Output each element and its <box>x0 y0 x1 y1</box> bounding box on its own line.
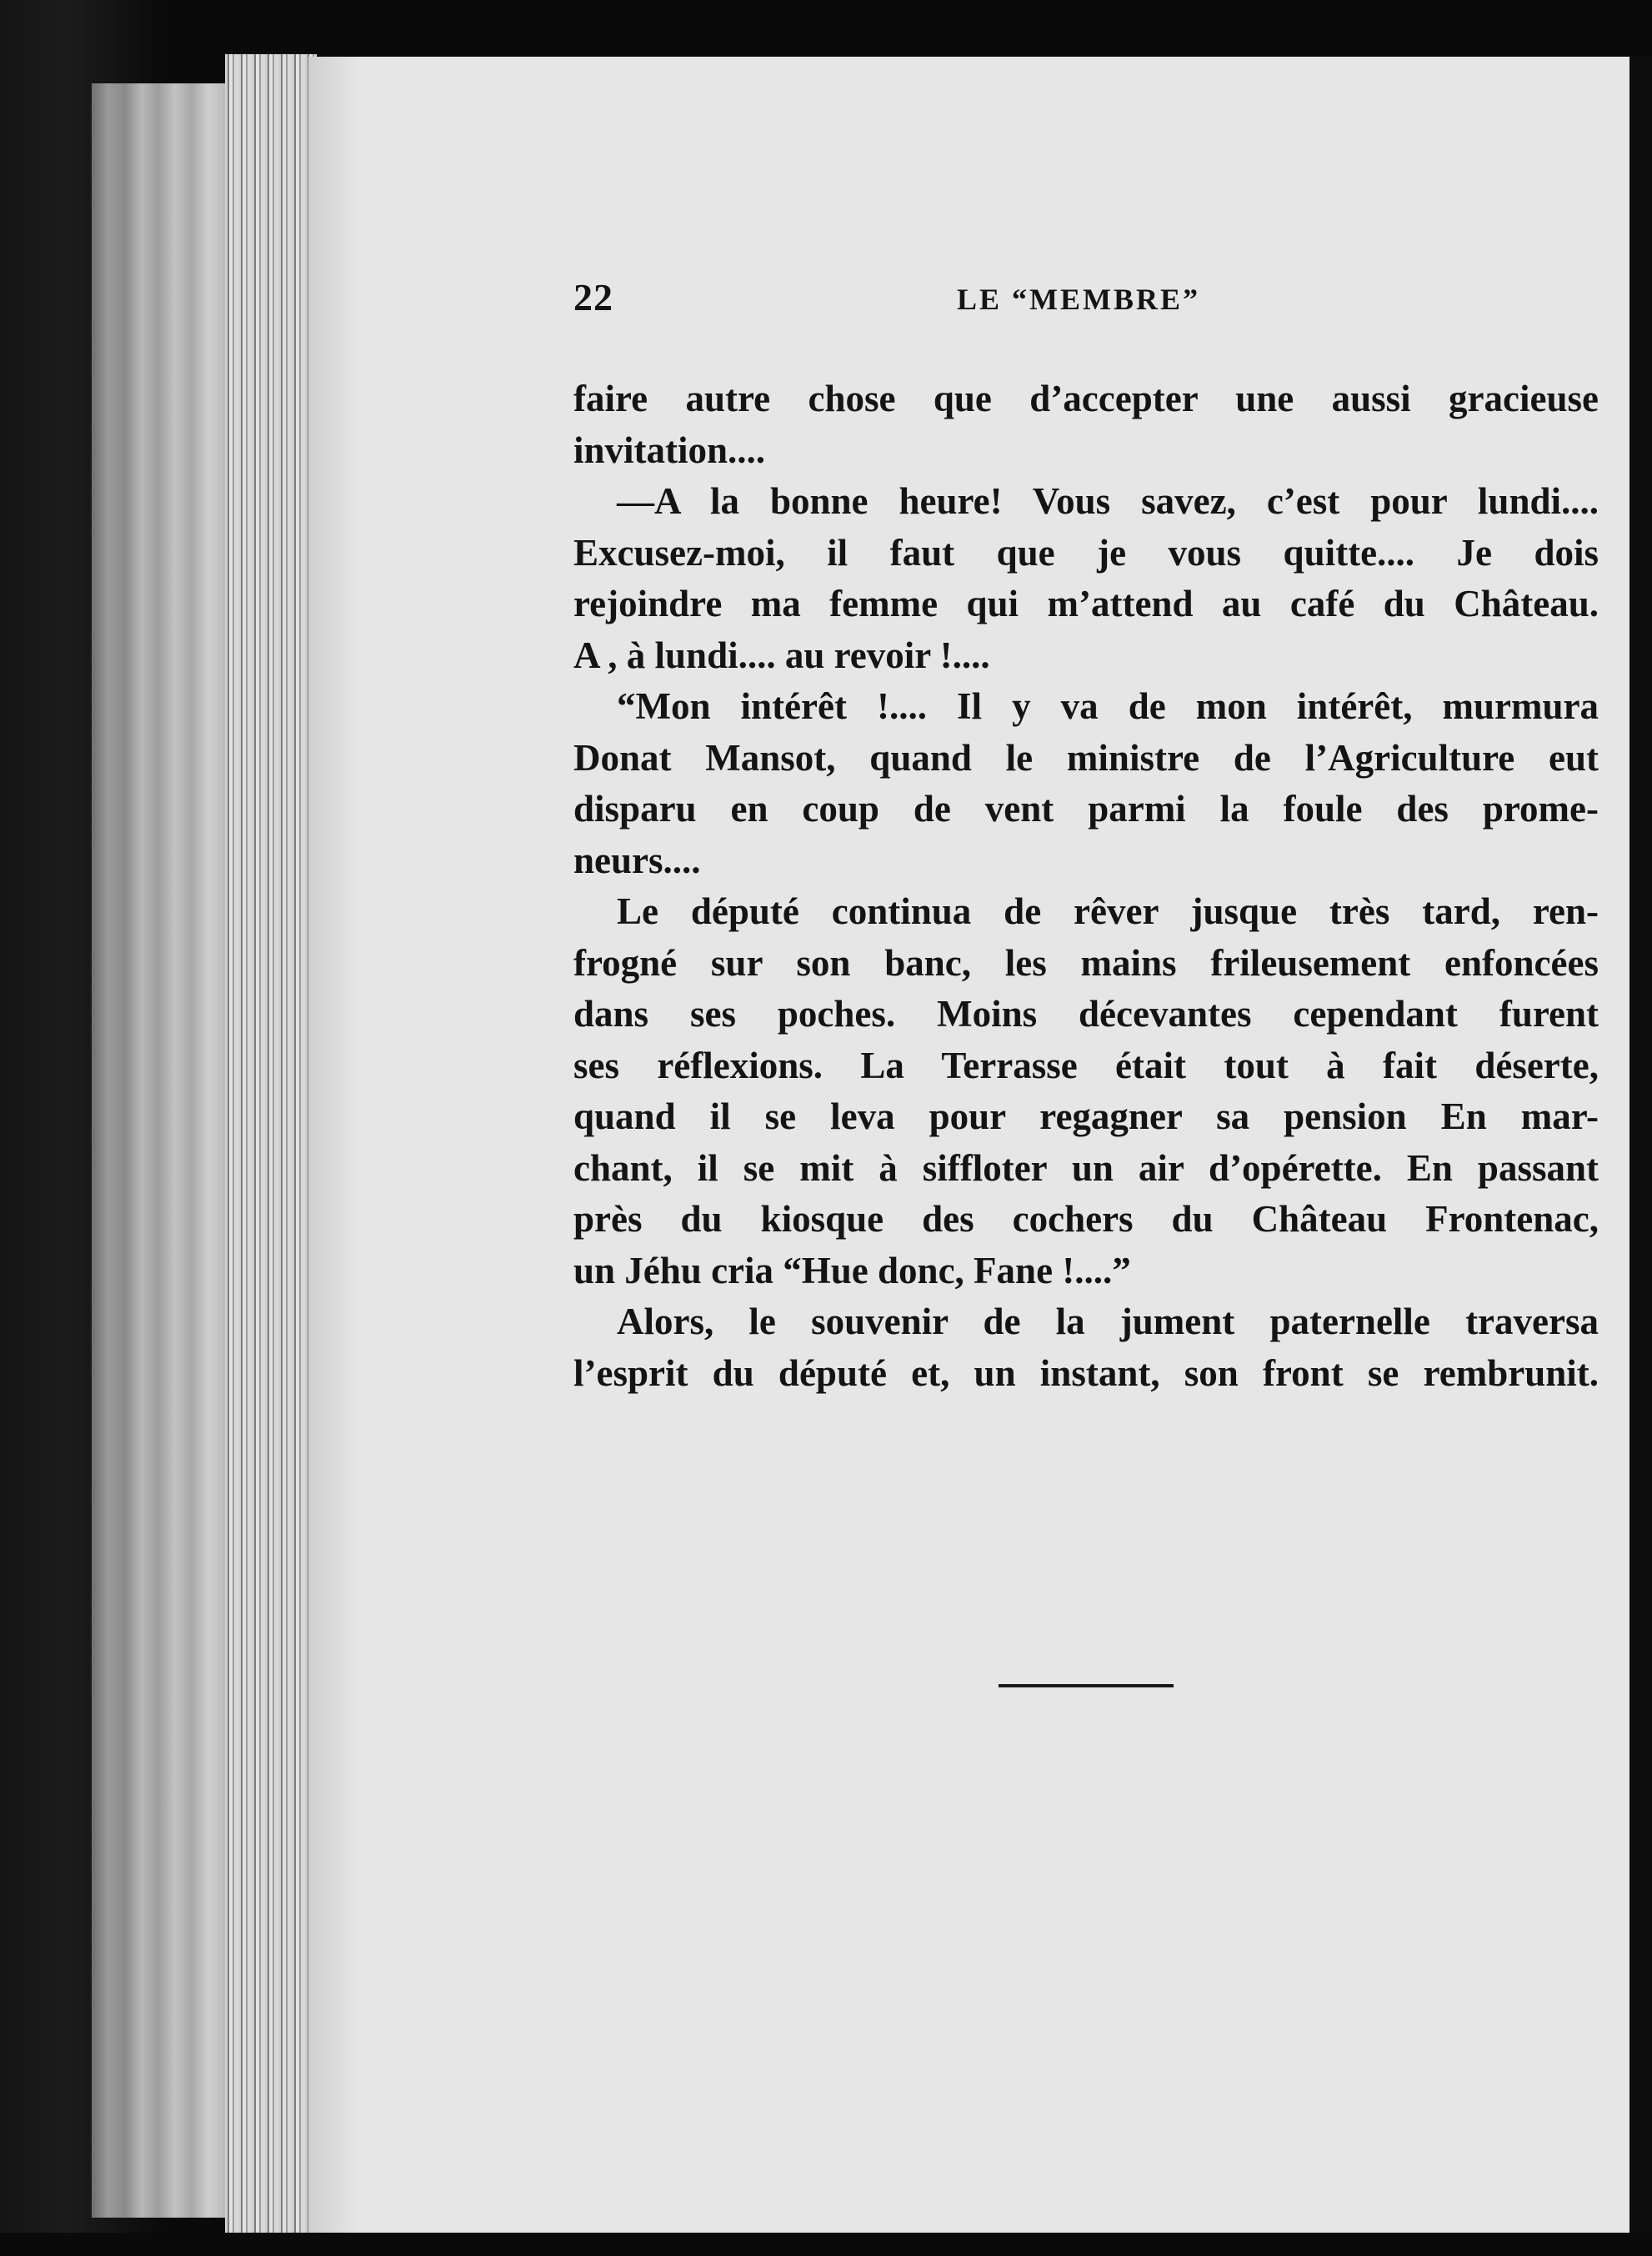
text-line: rejoindre ma femme qui m’attend au café du Château. <box>573 583 1599 624</box>
gutter-shadow <box>308 57 358 2233</box>
text-line: ses réflexions. La Terrasse était tout à fait déserte, <box>573 1044 1599 1086</box>
text-line: Le député continua de rêver jusque très tard, ren- <box>617 890 1599 932</box>
page-number: 22 <box>573 276 613 318</box>
right-border <box>1629 57 1652 2233</box>
text-line: disparu en coup de vent parmi la foule des prome- <box>573 788 1599 830</box>
text-line: “Mon intérêt !.... Il y va de mon intérêt, murmura <box>617 685 1599 727</box>
text-line: Excusez-moi, il faut que je vous quitte.... Je dois <box>573 531 1599 574</box>
body-text <box>573 373 1599 1399</box>
text-line: Donat Mansot, quand le ministre de l’Agriculture eut <box>573 736 1599 779</box>
text-line: frogné sur son banc, les mains frileusement enfoncées <box>573 941 1599 984</box>
text-line: faire autre chose que d’accepter une aussi gracieuse <box>573 378 1599 419</box>
text-line: neurs.... <box>573 839 701 881</box>
text-line: l’esprit du député et, un instant, son front se rembrunit. <box>573 1351 1599 1394</box>
bottom-border <box>0 2233 1652 2256</box>
text-line: un Jéhu cria “Hue donc, Fane !....” <box>573 1249 1131 1291</box>
text-line: dans ses poches. Moins décevantes cependant furent <box>573 993 1599 1035</box>
text-line: près du kiosque des cochers du Château Frontenac, <box>573 1198 1599 1240</box>
text-line: invitation.... <box>573 429 766 471</box>
text-line: quand il se leva pour regagner sa pension En mar- <box>573 1095 1599 1137</box>
text-line: A︎ , à lundi.... au revoir !.... <box>573 634 990 676</box>
section-end-rule <box>999 1684 1174 1687</box>
text-line: —A la bonne heure! Vous savez, c’est pour lundi.... <box>617 480 1599 522</box>
text-line: chant, il se mit à siffloter un air d’opérette. En passant <box>573 1146 1599 1189</box>
page-edge-lines <box>225 54 317 2238</box>
running-header <box>573 275 1599 333</box>
text-line: Alors, le souvenir de la jument paternelle traversa <box>617 1301 1599 1342</box>
running-title: LE “MEMBRE” <box>957 283 1201 316</box>
